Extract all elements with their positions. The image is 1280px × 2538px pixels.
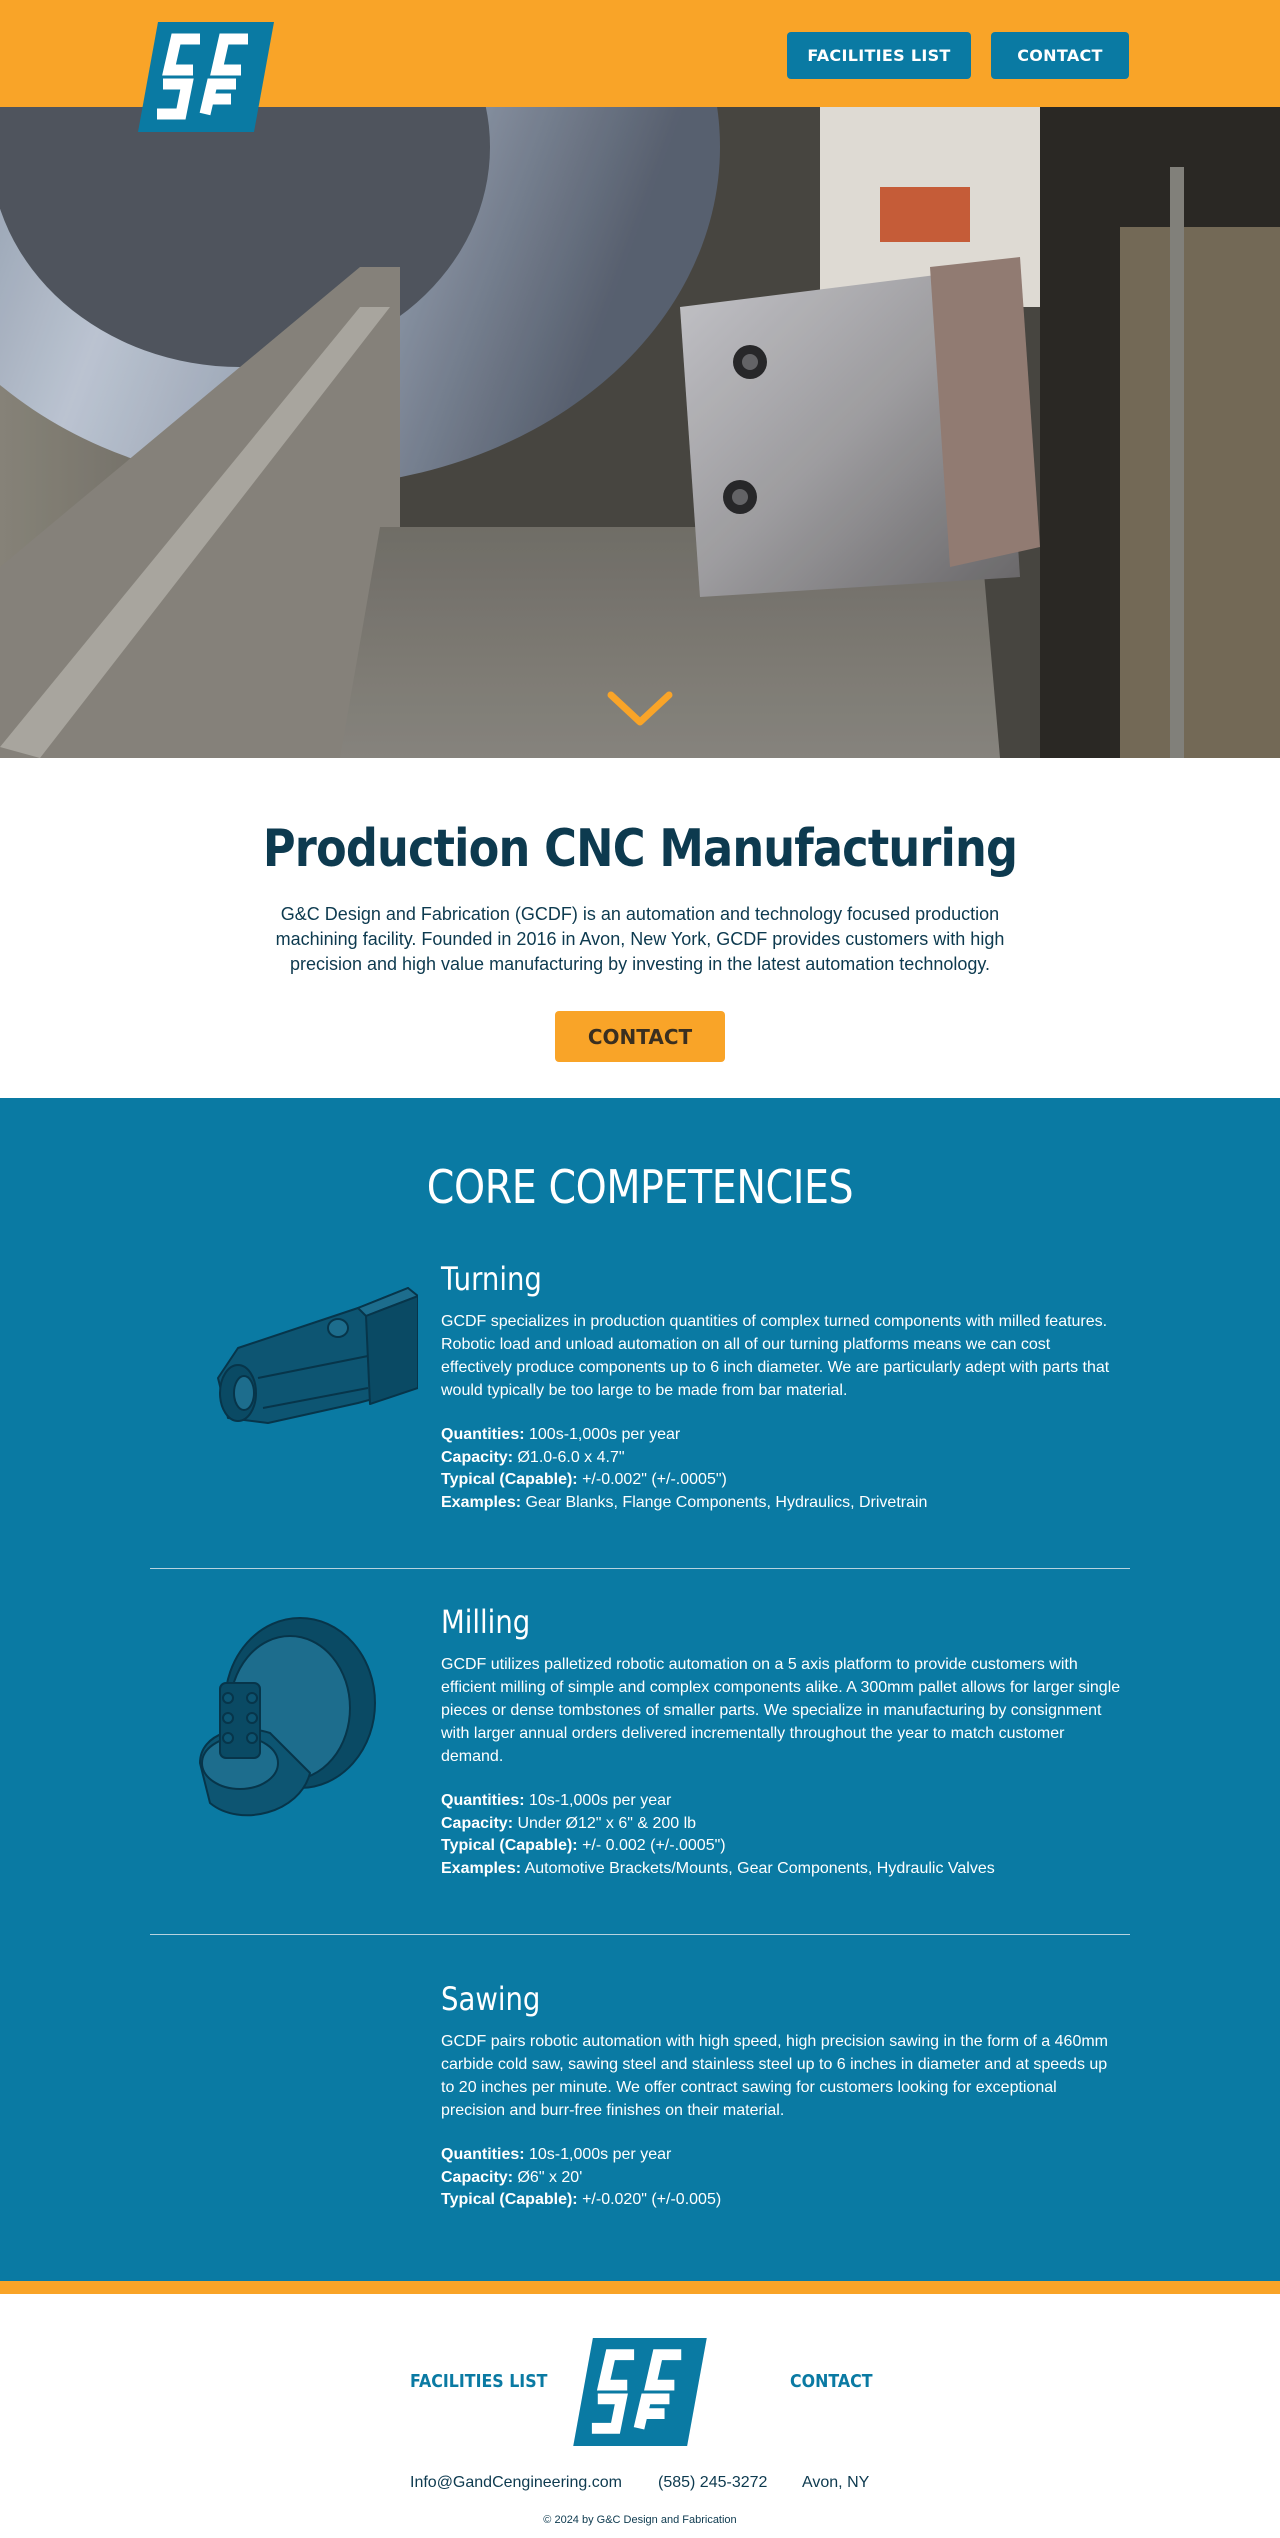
turning-text <box>441 1260 1121 1514</box>
spec-row: Typical (Capable): +/-0.002" (+/-.0005") <box>441 1471 727 1488</box>
competency-description: GCDF specializes in production quantities of complex turned components with milled features. Robotic load and unload automation on all of our turning platforms means we can cost effectively produce components up to 6 inch diameter. We are particularly adept with parts that would typically be too large to be made from bar material. <box>441 1313 1110 1399</box>
footer-gcdf-logo[interactable] <box>573 2338 707 2446</box>
competency-specs <box>441 1424 1121 1514</box>
nav-contact-button[interactable]: CONTACT <box>991 32 1129 79</box>
spec-row: Capacity: Ø6" x 20' <box>441 2168 583 2186</box>
section-divider <box>150 1934 1130 1935</box>
milling-pallet-icon <box>180 1613 380 1828</box>
competency-title: Turning <box>441 1260 542 1298</box>
sawing-text <box>441 1980 1121 2212</box>
intro-section <box>0 758 1280 1098</box>
footer-email[interactable]: Info@GandCengineering.com <box>410 2474 622 2491</box>
intro-description: G&C Design and Fabrication (GCDF) is an automation and technology focused production machining facility. Founded in 2016 in Avon, New York, GCDF provides customers with high precision and high value manufacturing by investing in the latest automation technology. <box>275 904 1005 974</box>
footer-facilities-list-link[interactable]: FACILITIES LIST <box>410 2371 548 2392</box>
competency-description: GCDF pairs robotic automation with high speed, high precision sawing in the form of a 460mm carbide cold saw, sawing steel and stainless steel up to 6 inches in diameter and at speeds up to 20 inches per minute. We offer contract sawing for customers looking for exceptional precision and burr-free finishes on their material. <box>441 2033 1108 2119</box>
competency-description: GCDF utilizes palletized robotic automation on a 5 axis platform to provide customers with efficient milling of simple and complex components alike. A 300mm pallet allows for larger single pieces or dense tombstones of smaller parts. We specialize in manufacturing by consignment with larger annual orders delivered incrementally throughout the year to match customer demand. <box>441 1656 1121 1765</box>
core-competencies-section <box>0 1098 1280 2281</box>
spec-row: Examples: Automotive Brackets/Mounts, Gear Components, Hydraulic Valves <box>441 1859 995 1877</box>
competency-specs <box>441 1790 1121 1880</box>
nav-facilities-list-button[interactable]: FACILITIES LIST <box>787 32 971 79</box>
chevron-down-icon[interactable] <box>607 690 673 728</box>
spec-row: Quantities: 100s-1,000s per year <box>441 1426 681 1443</box>
intro-contact-button[interactable]: CONTACT <box>555 1011 725 1062</box>
gcdf-logo[interactable] <box>138 22 274 132</box>
spec-row: Examples: Gear Blanks, Flange Components, Hydraulics, Drivetrain <box>441 1493 928 1511</box>
milling-text <box>441 1603 1121 1880</box>
hero-image <box>0 107 1280 758</box>
section-title: CORE COMPETENCIES <box>426 1160 854 1214</box>
spec-row: Quantities: 10s-1,000s per year <box>441 2146 672 2163</box>
competency-title: Sawing <box>441 1980 541 2018</box>
site-footer <box>0 2294 1280 2538</box>
footer-location: Avon, NY <box>802 2474 870 2491</box>
footer-accent-strip <box>0 2281 1280 2294</box>
spec-row: Capacity: Ø1.0-6.0 x 4.7" <box>441 1448 625 1466</box>
competency-specs <box>441 2144 1121 2212</box>
site-header <box>0 0 1280 107</box>
footer-phone[interactable]: (585) 245-3272 <box>658 2474 768 2491</box>
competency-title: Milling <box>441 1603 531 1641</box>
section-divider <box>150 1568 1130 1569</box>
copyright-text: © 2024 by G&C Design and Fabrication <box>543 2514 737 2526</box>
turned-part-icon <box>208 1268 418 1428</box>
hero-saw-photo <box>0 107 1280 758</box>
spec-row: Typical (Capable): +/-0.020" (+/-0.005) <box>441 2191 722 2208</box>
spec-row: Capacity: Under Ø12" x 6" & 200 lb <box>441 1814 697 1832</box>
footer-contact-link[interactable]: CONTACT <box>790 2371 873 2392</box>
spec-row: Quantities: 10s-1,000s per year <box>441 1792 672 1809</box>
spec-row: Typical (Capable): +/- 0.002 (+/-.0005") <box>441 1837 726 1854</box>
page-title: Production CNC Manufacturing <box>262 819 1018 879</box>
